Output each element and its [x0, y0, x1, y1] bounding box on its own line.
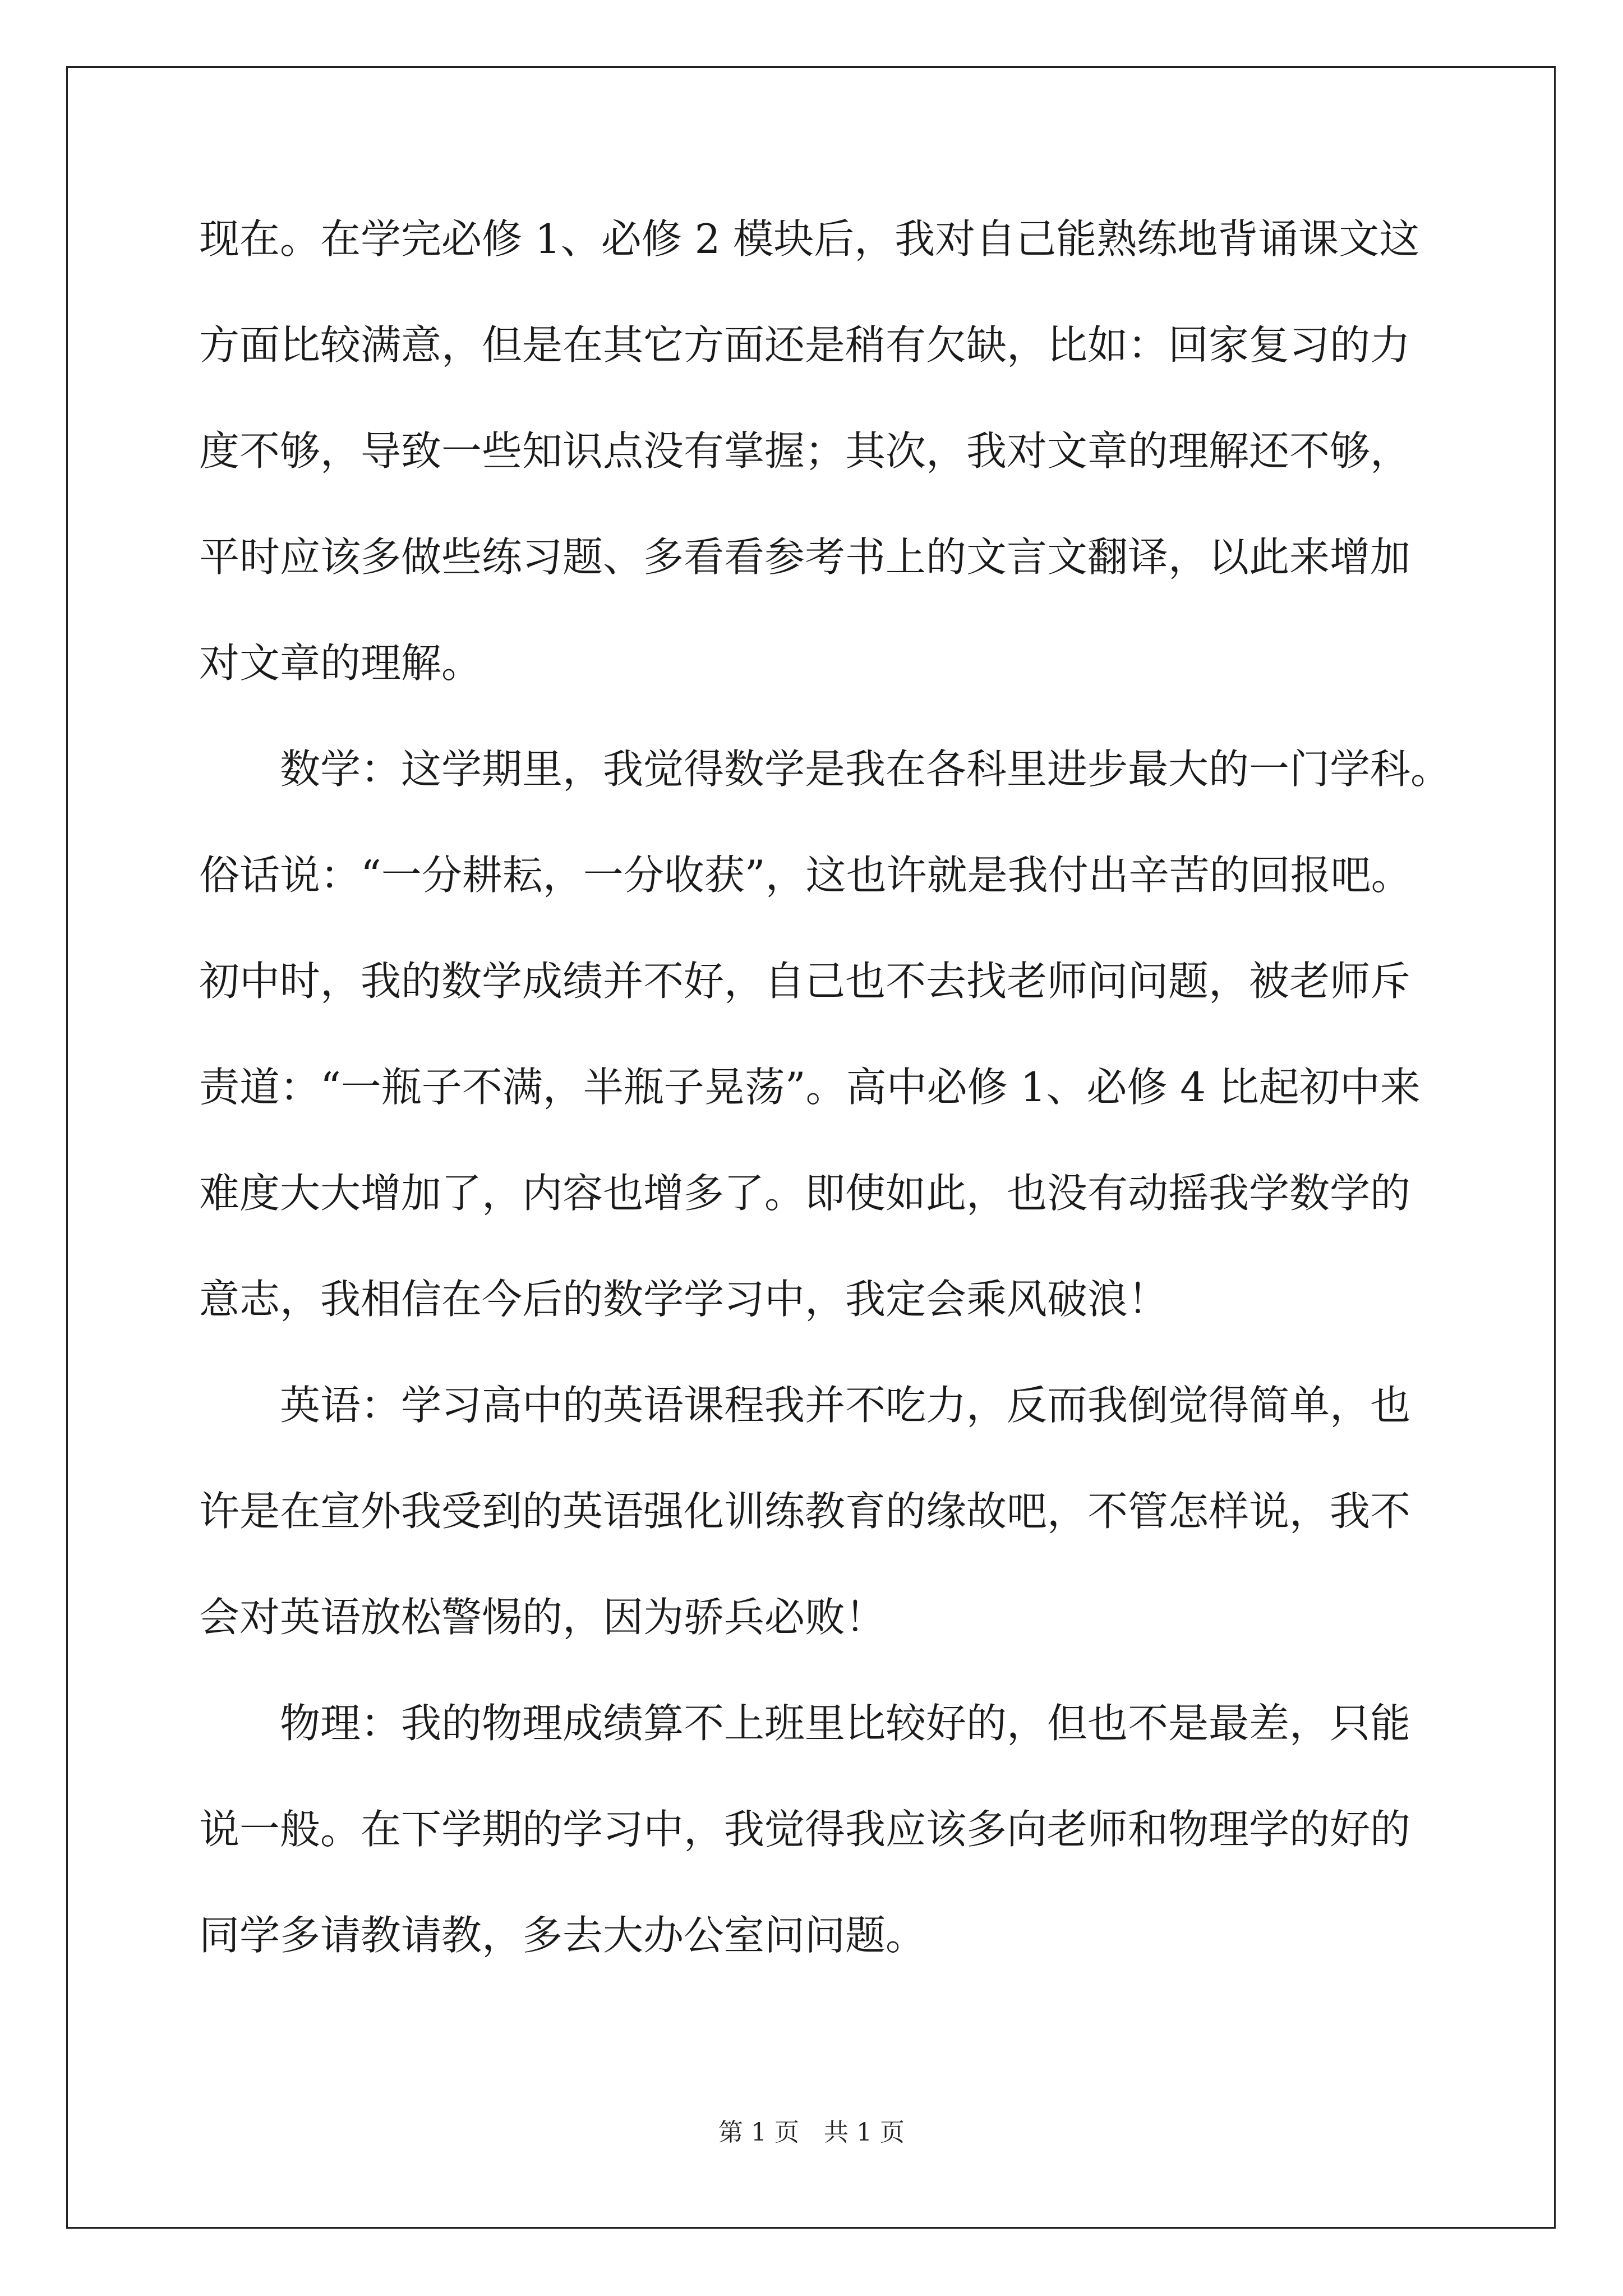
text-line: 初中时，我的数学成绩并不好，自己也不去找老师问问题，被老师斥 [199, 958, 1411, 1005]
page-number: 第 1 页 [718, 2118, 799, 2147]
text-line: 英语：学习高中的英语课程我并不吃力，反而我倒觉得简单，也 [199, 1382, 1411, 1429]
page-footer [0, 2119, 1623, 2147]
text-line: 许是在宣外我受到的英语强化训练教育的缘故吧，不管怎样说，我不 [199, 1488, 1411, 1535]
document-body [199, 214, 1451, 2016]
page-total: 共 1 页 [824, 2118, 905, 2147]
text-line: 俗话说：“一分耕耘，一分收获”，这也许就是我付出辛苦的回报吧。 [199, 852, 1412, 899]
text-line: 说一般。在下学期的学习中，我觉得我应该多向老师和物理学的好的 [199, 1806, 1411, 1853]
text-line: 难度大大增加了，内容也增多了。即使如此，也没有动摇我学数学的 [199, 1170, 1411, 1217]
text-line: 度不够，导致一些知识点没有掌握；其次，我对文章的理解还不够， [199, 427, 1411, 475]
text-line: 物理：我的物理成绩算不上班里比较好的，但也不是最差，只能 [199, 1700, 1411, 1747]
text-line: 意志，我相信在今后的数学学习中，我定会乘风破浪！ [199, 1276, 1169, 1323]
text-line: 平时应该多做些练习题、多看看参考书上的文言文翻译，以此来增加 [199, 533, 1411, 581]
text-line: 方面比较满意，但是在其它方面还是稍有欠缺，比如：回家复习的力 [199, 321, 1411, 369]
text-line: 现在。在学完必修 1、必修 2 模块后，我对自己能熟练地背诵课文这 [199, 215, 1420, 263]
text-line: 责道：“一瓶子不满，半瓶子晃荡”。高中必修 1、必修 4 比起初中来 [199, 1064, 1421, 1111]
text-line: 会对英语放松警惕的，因为骄兵必败！ [199, 1594, 886, 1641]
text-line: 数学：这学期里，我觉得数学是我在各科里进步最大的一门学科。 [199, 746, 1451, 793]
text-line: 同学多请教请教，多去大办公室问问题。 [199, 1912, 926, 1959]
text-line: 对文章的理解。 [199, 639, 482, 687]
